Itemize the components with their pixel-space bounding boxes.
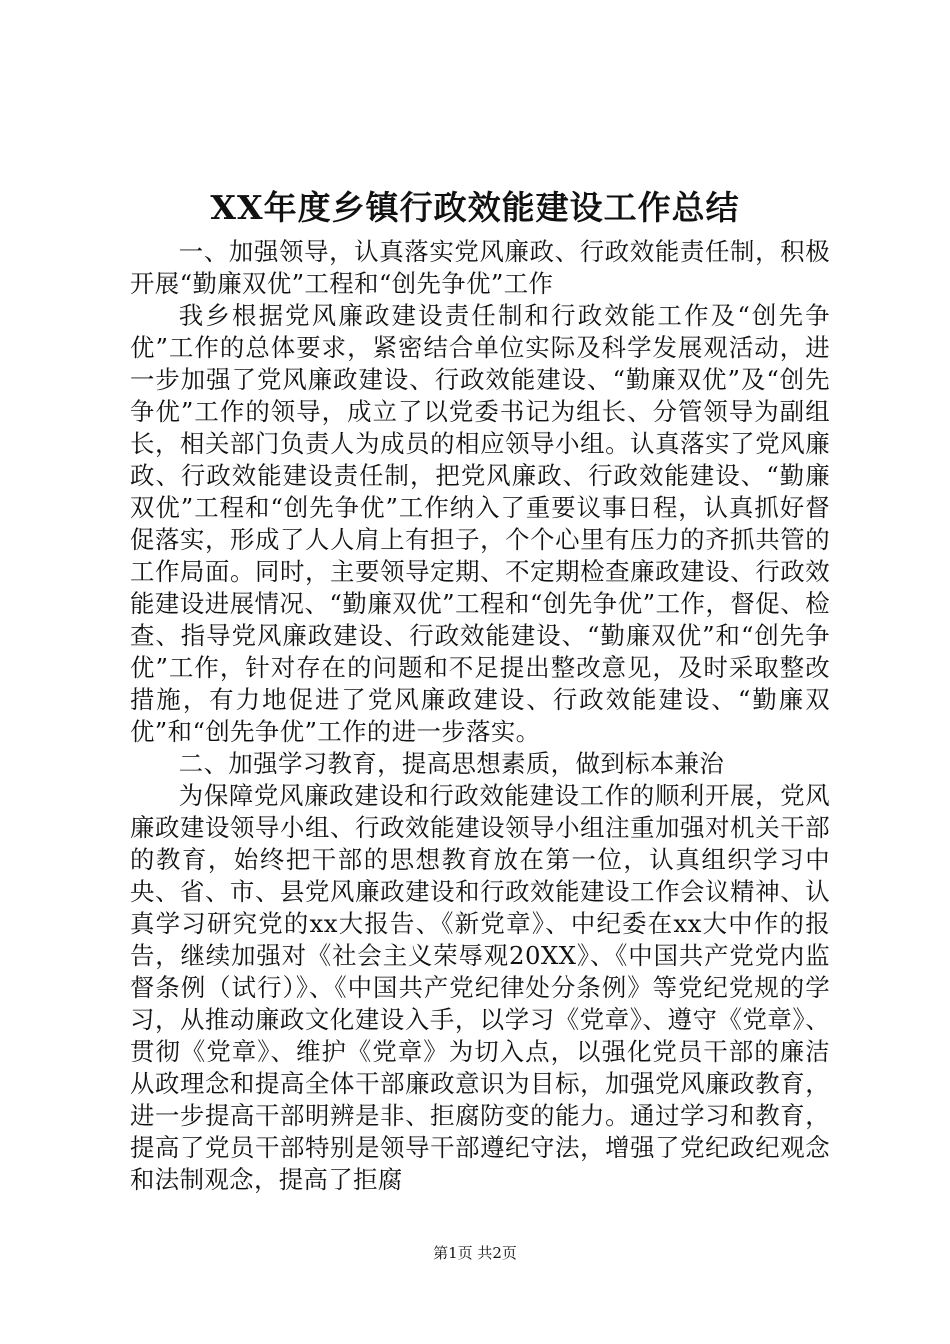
document-body [130, 236, 830, 1196]
section-heading-2: 二、加强学习教育，提高思想素质，做到标本兼治 [178, 749, 725, 778]
section-heading-1: 一、加强领导，认真落实党风廉政、行政效能责任制，积极开展“勤廉双优”工程和“创先争优”工作 [130, 237, 830, 298]
page-number-footer: 第1页 共2页 [433, 1244, 517, 1262]
paragraph-2: 为保障党风廉政建设和行政效能建设工作的顺利开展，党风廉政建设领导小组、行政效能建设领导小组注重加强对机关干部的教育，始终把干部的思想教育放在第一位，认真组织学习中央、省、市、县党风廉政建设和行政效能建设工作会议精神、认真学习研究党的xx大报告、《新党章》、中纪委在xx大中作的报告，继续加强对《社会主义荣辱观20XX》、《中国共产党党内监督条例（试行）》、《中国共产党纪律处分条例》等党纪党规的学习，从推动廉政文化建设入手，以学习《党章》、遵守《党章》、贯彻《党章》、维护《党章》为切入点，以强化党员干部的廉洁从政理念和提高全体干部廉政意识为目标，加强党风廉政教育，进一步提高干部明辨是非、拒腐防变的能力。通过学习和教育，提高了党员干部特别是领导干部遵纪守法，增强了党纪政纪观念和法制观念，提高了拒腐 [130, 781, 830, 1194]
paragraph-1: 我乡根据党风廉政建设责任制和行政效能工作及“创先争优”工作的总体要求，紧密结合单位实际及科学发展观活动，进一步加强了党风廉政建设、行政效能建设、“勤廉双优”及“创先争优”工作的领导，成立了以党委书记为组长、分管领导为副组长，相关部门负责人为成员的相应领导小组。认真落实了党风廉政、行政效能建设责任制，把党风廉政、行政效能建设、“勤廉双优”工程和“创先争优”工作纳入了重要议事日程，认真抓好督促落实，形成了人人肩上有担子，个个心里有压力的齐抓共管的工作局面。同时，主要领导定期、不定期检查廉政建设、行政效能建设进展情况、“勤廉双优”工程和“创先争优”工作，督促、检查、指导党风廉政建设、行政效能建设、“勤廉双优”和“创先争优”工作，针对存在的问题和不足提出整改意见，及时采取整改措施，有力地促进了党风廉政建设、行政效能建设、“勤廉双优”和“创先争优”工作的进一步落实。 [130, 301, 830, 746]
document-title: XX年度乡镇行政效能建设工作总结 [210, 188, 740, 227]
